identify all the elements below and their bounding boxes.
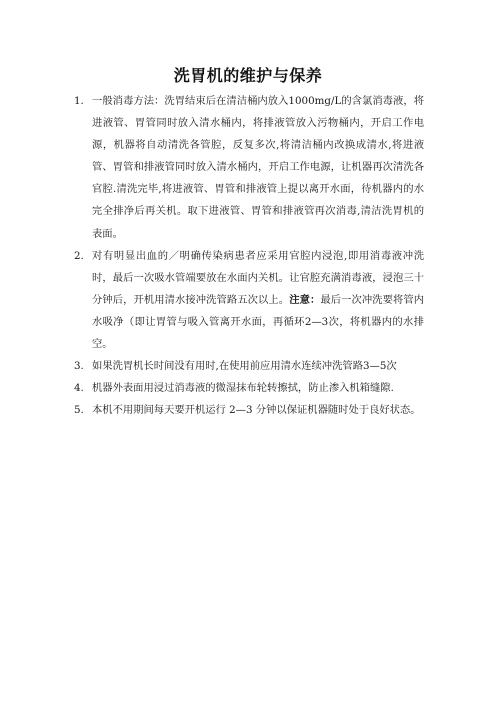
- list-item-2: [74, 245, 424, 355]
- list-item-3: [74, 355, 424, 377]
- item-number: 5.: [74, 404, 84, 417]
- item-number: 4.: [74, 382, 84, 395]
- item-number: 3.: [74, 360, 84, 373]
- item-text-group: [92, 245, 424, 355]
- item-text: 对有明显出血的／明确传染病患者应采用官腔内浸泡,即用消毒液冲洗时，最后一次吸水管端要放在水面内关机。让官腔充满消毒液，浸泡三十分钟后，开机用清水接冲洗管路五次以上。: [92, 249, 424, 306]
- list-item-4: [74, 377, 424, 399]
- item-text: 一般消毒方法：洗胃结束后在清洁桶内放入1000mg/L的含氯消毒液，将进液管、胃管同时放入清水桶内，将排液管放入污物桶内，开启工作电源，机器将自动清洗各管腔，反复多次,将清洁桶内改换成清水,将进液管、胃管和排液管同时放入清水桶内，开启工作电源，让机器再次清洗各官腔.清洗完毕,将进液管、胃管和排液管上提以离开水面，待机器内的水完全排净后再关机。取下进液管、胃管和排液管再次消毒,清洁洗胃机的表面。: [92, 95, 424, 240]
- list-item-1: [74, 90, 424, 245]
- item-text: 机器外表面用浸过消毒液的微湿抹布轮转擦拭，防止渗入机箱缝隙.: [92, 382, 394, 395]
- item-text: 本机不用期间每天要开机运行 2—3 分钟以保证机器随时处于良好状态。: [92, 404, 421, 417]
- item-number: 2.: [74, 249, 84, 262]
- item-text: 如果洗胃机长时间没有用时,在使用前应用清水连续冲洗管路3—5次: [92, 360, 397, 373]
- item-note-label: 注意：: [289, 293, 321, 306]
- item-number: 1.: [74, 95, 84, 107]
- maintenance-list: [74, 90, 424, 421]
- list-item-5: [74, 399, 424, 421]
- page-title: 洗胃机的维护与保养: [173, 66, 323, 85]
- item-text-continued: 最后一次冲洗要将管内水吸净（即让胃管与吸入管离开水面，再循环2—3次，将机器内的水排空。: [92, 293, 425, 351]
